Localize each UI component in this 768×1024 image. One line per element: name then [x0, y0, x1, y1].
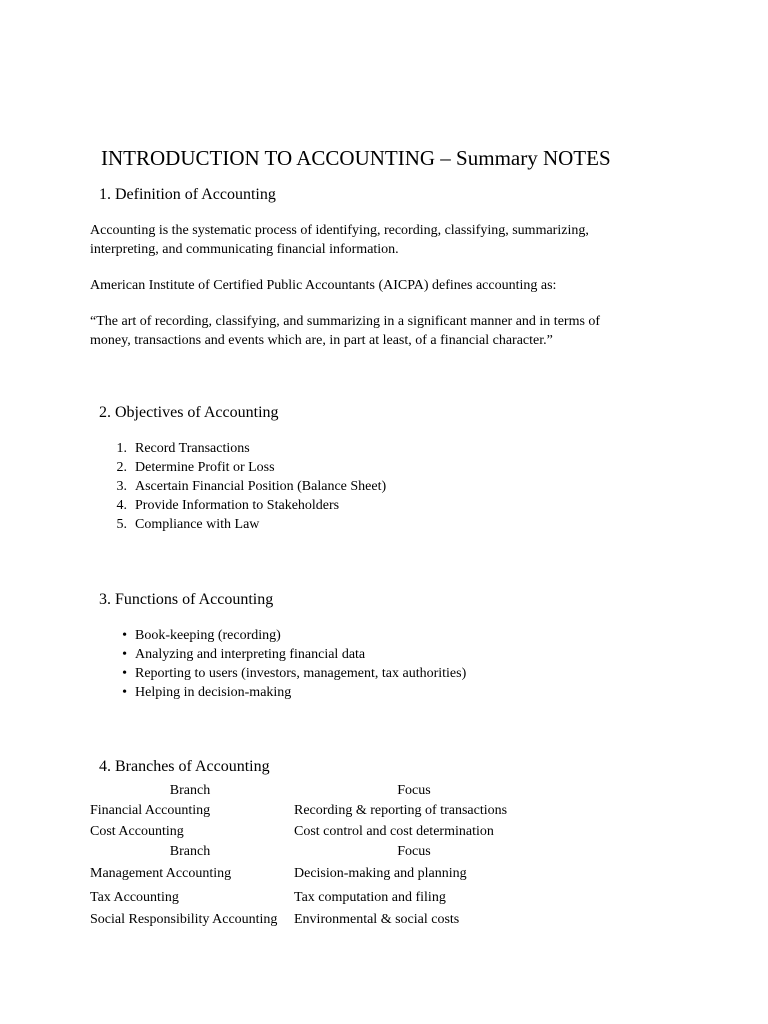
- list-item: • Book-keeping (recording): [122, 628, 281, 643]
- definition-line-1: Accounting is the systematic process of identifying, recording, classifying, summarizing,: [90, 223, 589, 238]
- quote-line-1: “The art of recording, classifying, and summarizing in a significant manner and in terms of: [90, 314, 601, 329]
- list-item: 3. Ascertain Financial Position (Balance Sheet): [116, 479, 387, 494]
- branch-cell: Cost Accounting: [90, 823, 184, 839]
- focus-cell: Decision-making and planning: [294, 865, 467, 881]
- page-title: INTRODUCTION TO ACCOUNTING – Summary NOTES: [101, 146, 611, 170]
- branch-cell: Social Responsibility Accounting: [90, 911, 278, 927]
- quote-line-2: money, transactions and events which are, in part at least, of a financial character.”: [90, 333, 553, 348]
- branch-cell: Tax Accounting: [90, 889, 179, 905]
- definition-line-2: interpreting, and communicating financial information.: [90, 242, 399, 257]
- aicpa-quote: [90, 312, 600, 350]
- column-header-branch: Branch: [169, 843, 211, 859]
- column-header-branch: Branch: [169, 782, 211, 798]
- list-item: • Reporting to users (investors, management, tax authorities): [122, 666, 467, 681]
- list-item: • Helping in decision-making: [122, 685, 292, 700]
- focus-cell: Recording & reporting of transactions: [294, 802, 508, 818]
- section-heading-branches: 4. Branches of Accounting: [99, 758, 270, 775]
- list-item: 4. Provide Information to Stakeholders: [116, 498, 340, 513]
- list-item: 2. Determine Profit or Loss: [116, 460, 275, 475]
- column-header-focus: Focus: [397, 782, 431, 798]
- table-row: [88, 909, 536, 930]
- branches-table: [88, 781, 536, 930]
- table-row: [88, 800, 536, 821]
- branch-cell: Management Accounting: [90, 865, 232, 881]
- list-item: 1. Record Transactions: [116, 441, 250, 456]
- table-row: [88, 821, 536, 842]
- objectives-list: [105, 439, 386, 534]
- section-heading-functions: 3. Functions of Accounting: [99, 591, 274, 608]
- column-header-focus: Focus: [397, 843, 431, 859]
- aicpa-paragraph: American Institute of Certified Public Accountants (AICPA) defines accounting as:: [90, 278, 557, 293]
- focus-cell: Environmental & social costs: [294, 911, 460, 927]
- table-header-row: [88, 781, 536, 800]
- branch-cell: Financial Accounting: [90, 802, 211, 818]
- list-item: 5. Compliance with Law: [116, 517, 260, 532]
- functions-list: [105, 626, 466, 702]
- list-item: • Analyzing and interpreting financial data: [122, 647, 366, 662]
- section-heading-definition: 1. Definition of Accounting: [99, 186, 276, 203]
- table-row: [88, 861, 536, 886]
- focus-cell: Tax computation and filing: [294, 889, 446, 905]
- section-heading-objectives: 2. Objectives of Accounting: [99, 404, 279, 421]
- table-row: [88, 886, 536, 909]
- focus-cell: Cost control and cost determination: [294, 823, 494, 839]
- definition-paragraph: [90, 221, 589, 259]
- table-header-row: [88, 842, 536, 861]
